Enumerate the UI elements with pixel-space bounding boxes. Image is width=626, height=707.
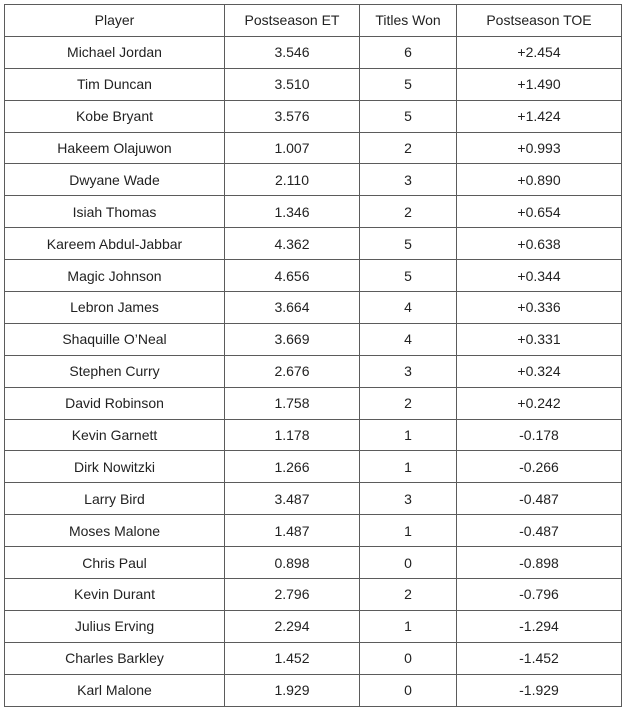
postseason-et-cell: 3.487 bbox=[225, 483, 360, 515]
player-name-cell: David Robinson bbox=[5, 387, 225, 419]
postseason-et-cell: 3.546 bbox=[225, 36, 360, 68]
table-row bbox=[5, 387, 622, 419]
postseason-et-cell: 2.796 bbox=[225, 579, 360, 611]
table-row bbox=[5, 132, 622, 164]
postseason-et-cell: 2.294 bbox=[225, 610, 360, 642]
column-header-titles-won: Titles Won bbox=[360, 5, 457, 37]
postseason-toe-cell: +1.424 bbox=[457, 100, 622, 132]
player-name-cell: Shaquille O’Neal bbox=[5, 323, 225, 355]
postseason-toe-cell: -1.929 bbox=[457, 674, 622, 706]
table-row bbox=[5, 292, 622, 324]
titles-won-cell: 1 bbox=[360, 515, 457, 547]
table-body bbox=[5, 36, 622, 706]
titles-won-cell: 3 bbox=[360, 483, 457, 515]
stats-table bbox=[4, 4, 622, 707]
titles-won-cell: 4 bbox=[360, 292, 457, 324]
postseason-toe-cell: +0.890 bbox=[457, 164, 622, 196]
player-name-cell: Moses Malone bbox=[5, 515, 225, 547]
table-row bbox=[5, 515, 622, 547]
postseason-toe-cell: -0.487 bbox=[457, 515, 622, 547]
postseason-toe-cell: -0.266 bbox=[457, 451, 622, 483]
postseason-toe-cell: -0.796 bbox=[457, 579, 622, 611]
player-name-cell: Lebron James bbox=[5, 292, 225, 324]
player-name-cell: Stephen Curry bbox=[5, 355, 225, 387]
postseason-toe-cell: -0.178 bbox=[457, 419, 622, 451]
titles-won-cell: 5 bbox=[360, 260, 457, 292]
column-header-postseason-toe: Postseason TOE bbox=[457, 5, 622, 37]
player-name-cell: Tim Duncan bbox=[5, 68, 225, 100]
player-name-cell: Dwyane Wade bbox=[5, 164, 225, 196]
postseason-et-cell: 1.346 bbox=[225, 196, 360, 228]
postseason-et-cell: 1.178 bbox=[225, 419, 360, 451]
postseason-et-cell: 1.758 bbox=[225, 387, 360, 419]
titles-won-cell: 0 bbox=[360, 547, 457, 579]
postseason-et-cell: 3.664 bbox=[225, 292, 360, 324]
player-name-cell: Larry Bird bbox=[5, 483, 225, 515]
postseason-toe-cell: +0.242 bbox=[457, 387, 622, 419]
postseason-et-cell: 1.007 bbox=[225, 132, 360, 164]
table-row bbox=[5, 642, 622, 674]
player-name-cell: Charles Barkley bbox=[5, 642, 225, 674]
table-row bbox=[5, 323, 622, 355]
titles-won-cell: 2 bbox=[360, 387, 457, 419]
player-name-cell: Michael Jordan bbox=[5, 36, 225, 68]
titles-won-cell: 2 bbox=[360, 579, 457, 611]
titles-won-cell: 1 bbox=[360, 419, 457, 451]
postseason-toe-cell: -1.294 bbox=[457, 610, 622, 642]
player-name-cell: Kevin Garnett bbox=[5, 419, 225, 451]
postseason-et-cell: 1.452 bbox=[225, 642, 360, 674]
postseason-toe-cell: +0.336 bbox=[457, 292, 622, 324]
postseason-toe-cell: +2.454 bbox=[457, 36, 622, 68]
player-name-cell: Kevin Durant bbox=[5, 579, 225, 611]
table-row bbox=[5, 164, 622, 196]
postseason-et-cell: 4.656 bbox=[225, 260, 360, 292]
postseason-toe-cell: +0.344 bbox=[457, 260, 622, 292]
table-row bbox=[5, 547, 622, 579]
postseason-et-cell: 0.898 bbox=[225, 547, 360, 579]
player-name-cell: Isiah Thomas bbox=[5, 196, 225, 228]
player-name-cell: Karl Malone bbox=[5, 674, 225, 706]
titles-won-cell: 5 bbox=[360, 68, 457, 100]
player-name-cell: Magic Johnson bbox=[5, 260, 225, 292]
postseason-toe-cell: +0.638 bbox=[457, 228, 622, 260]
player-name-cell: Kobe Bryant bbox=[5, 100, 225, 132]
table-row bbox=[5, 100, 622, 132]
postseason-et-cell: 1.929 bbox=[225, 674, 360, 706]
postseason-toe-cell: -1.452 bbox=[457, 642, 622, 674]
postseason-et-cell: 1.266 bbox=[225, 451, 360, 483]
table-row bbox=[5, 419, 622, 451]
table-row bbox=[5, 36, 622, 68]
table-row bbox=[5, 451, 622, 483]
postseason-toe-cell: +1.490 bbox=[457, 68, 622, 100]
postseason-toe-cell: +0.324 bbox=[457, 355, 622, 387]
titles-won-cell: 1 bbox=[360, 451, 457, 483]
titles-won-cell: 3 bbox=[360, 164, 457, 196]
postseason-toe-cell: +0.654 bbox=[457, 196, 622, 228]
postseason-et-cell: 2.110 bbox=[225, 164, 360, 196]
postseason-et-cell: 4.362 bbox=[225, 228, 360, 260]
player-name-cell: Chris Paul bbox=[5, 547, 225, 579]
table-row bbox=[5, 68, 622, 100]
column-header-postseason-et: Postseason ET bbox=[225, 5, 360, 37]
player-name-cell: Julius Erving bbox=[5, 610, 225, 642]
postseason-et-cell: 3.669 bbox=[225, 323, 360, 355]
table-row bbox=[5, 483, 622, 515]
player-name-cell: Dirk Nowitzki bbox=[5, 451, 225, 483]
player-name-cell: Kareem Abdul-Jabbar bbox=[5, 228, 225, 260]
table-row bbox=[5, 674, 622, 706]
table-row bbox=[5, 196, 622, 228]
titles-won-cell: 5 bbox=[360, 228, 457, 260]
titles-won-cell: 0 bbox=[360, 674, 457, 706]
header-row bbox=[5, 5, 622, 37]
player-name-cell: Hakeem Olajuwon bbox=[5, 132, 225, 164]
titles-won-cell: 2 bbox=[360, 196, 457, 228]
postseason-et-cell: 3.510 bbox=[225, 68, 360, 100]
titles-won-cell: 6 bbox=[360, 36, 457, 68]
titles-won-cell: 5 bbox=[360, 100, 457, 132]
table-row bbox=[5, 228, 622, 260]
titles-won-cell: 3 bbox=[360, 355, 457, 387]
postseason-toe-cell: +0.993 bbox=[457, 132, 622, 164]
table-row bbox=[5, 579, 622, 611]
table-row bbox=[5, 355, 622, 387]
table-header bbox=[5, 5, 622, 37]
table-row bbox=[5, 260, 622, 292]
postseason-et-cell: 2.676 bbox=[225, 355, 360, 387]
table-row bbox=[5, 610, 622, 642]
postseason-et-cell: 3.576 bbox=[225, 100, 360, 132]
column-header-player: Player bbox=[5, 5, 225, 37]
titles-won-cell: 2 bbox=[360, 132, 457, 164]
titles-won-cell: 0 bbox=[360, 642, 457, 674]
titles-won-cell: 4 bbox=[360, 323, 457, 355]
postseason-et-cell: 1.487 bbox=[225, 515, 360, 547]
titles-won-cell: 1 bbox=[360, 610, 457, 642]
postseason-toe-cell: +0.331 bbox=[457, 323, 622, 355]
postseason-toe-cell: -0.898 bbox=[457, 547, 622, 579]
postseason-toe-cell: -0.487 bbox=[457, 483, 622, 515]
